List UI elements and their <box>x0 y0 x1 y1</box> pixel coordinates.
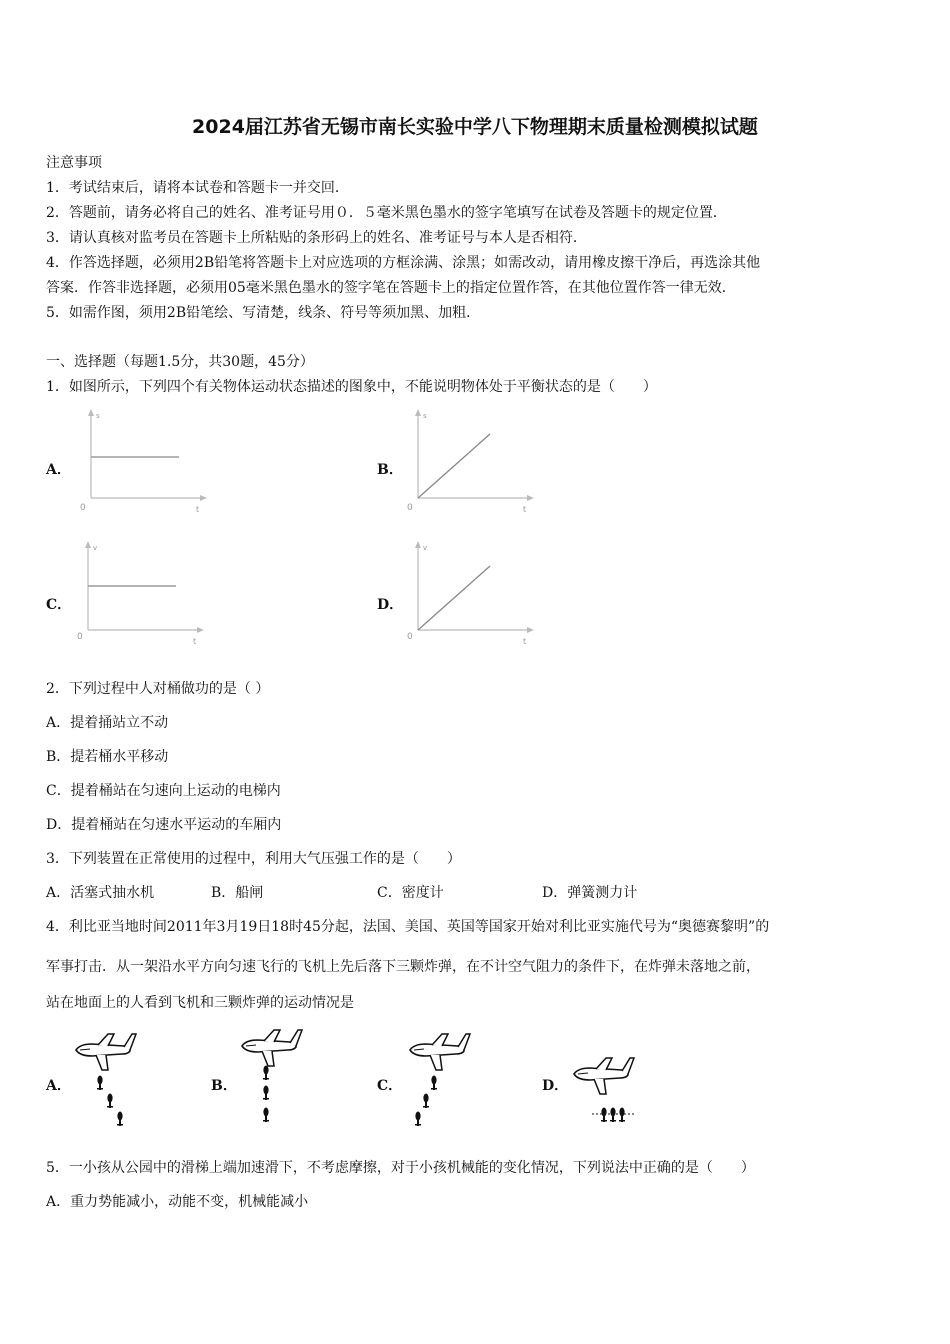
q1-graph-d-x-label: t <box>523 637 527 646</box>
notice-item: 3．请认真核对监考员在答题卡上所粘贴的条形码上的姓名、准考证号与本人是否相符． <box>46 230 587 246</box>
notice-item: 答案．作答非选择题，必须用05毫米黑色墨水的签字笔在答题卡上的指定位置作答，在其他位置作答一律无效． <box>46 280 736 296</box>
question-2-stem: 2．下列过程中人对桶做功的是（ ） <box>46 681 270 697</box>
q1-graph-d <box>402 540 542 650</box>
q4-option-a-label: A． <box>46 1078 71 1094</box>
notice-item: 2．答题前，请务必将自己的姓名、准考证号用０．５毫米黑色墨水的签字笔填写在试卷及答题卡的规定位置． <box>46 205 727 221</box>
bomb-icon <box>263 1066 269 1081</box>
q1-graph-d-origin: 0 <box>407 632 413 642</box>
section-heading: 一、选择题（每题1.5分，共30题，45分） <box>46 354 314 370</box>
q4-option-d-label: D． <box>542 1078 569 1094</box>
notice-item: 4．作答选择题，必须用2B铅笔将答题卡上对应选项的方框涂满、涂黑；如需改动，请用橡皮擦干净后，再选涂其他 <box>46 255 761 271</box>
question-4-line: 4．利比亚当地时间2011年3月19日18时45分起，法国、美国、英国等国家开始对利比亚实施代号为“奥德赛黎明”的 <box>46 919 770 935</box>
q2-option-b: B．提若桶水平移动 <box>46 749 169 765</box>
question-4-line: 军事打击．从一架沿水平方向匀速飞行的飞机上先后落下三颗炸弹，在不计空气阻力的条件下，在炸弹未落地之前， <box>46 959 760 975</box>
q2-option-a: A．提着捅站立不动 <box>46 715 169 731</box>
plane-icon <box>574 1058 634 1094</box>
q1-graph-a <box>75 408 215 518</box>
q2-option-d: D．提着桶站在匀速水平运动的车厢内 <box>46 817 282 833</box>
plane-icon <box>242 1030 302 1066</box>
q4-option-b-label: B． <box>211 1078 237 1094</box>
question-1-stem: 1．如图所示，下列四个有关物体运动状态描述的图象中，不能说明物体处于平衡状态的是（ ） <box>46 379 657 395</box>
notice-item: 1．考试结束后，请将本试卷和答题卡一并交回． <box>46 180 349 196</box>
q1-graph-a-origin: 0 <box>80 503 86 513</box>
q1-graph-b-x-label: t <box>523 505 527 514</box>
q3-option-d: D．弹簧测力计 <box>542 885 638 901</box>
q1-option-b-label: B． <box>377 462 403 478</box>
notice-item: 5．如需作图，须用2B铅笔绘、写清楚，线条、符号等须加黑、加粗． <box>46 305 481 321</box>
question-5-stem: 5．一小孩从公园中的滑梯上端加速滑下，不考虑摩擦，对于小孩机械能的变化情况，下列说法中正确的是（ ） <box>46 1160 755 1176</box>
q1-graph-a-x-label: t <box>196 505 200 514</box>
q1-graph-c-y-label: v <box>93 544 98 552</box>
q3-option-b: B．船闸 <box>211 885 264 901</box>
bomb-icon <box>601 1108 607 1123</box>
q1-graph-c <box>72 540 212 650</box>
q1-graph-c-x-label: t <box>193 637 197 646</box>
q1-option-c-label: C． <box>46 597 72 613</box>
q1-graph-b-origin: 0 <box>407 503 413 513</box>
bomb-icon <box>431 1076 437 1091</box>
bomb-icon <box>107 1094 113 1109</box>
plane-icon <box>76 1034 136 1070</box>
q5-option-a: A．重力势能减小，动能不变，机械能减小 <box>46 1194 309 1210</box>
q1-graph-b-y-label: s <box>423 412 427 420</box>
q3-option-a: A．活塞式抽水机 <box>46 885 155 901</box>
q4-illustration-a <box>68 1022 148 1132</box>
q1-graph-b <box>402 408 542 518</box>
q3-option-c: C．密度计 <box>377 885 444 901</box>
bomb-icon <box>263 1086 269 1101</box>
q4-illustration-d <box>566 1052 646 1132</box>
q1-graph-d-y-label: v <box>423 544 428 552</box>
q2-option-c: C．提着桶站在匀速向上运动的电梯内 <box>46 783 281 799</box>
notice-heading: 注意事项 <box>46 155 102 171</box>
bomb-icon <box>423 1094 429 1109</box>
bomb-icon <box>117 1112 123 1127</box>
bomb-icon <box>619 1108 625 1123</box>
q1-graph-c-origin: 0 <box>77 632 83 642</box>
plane-icon <box>410 1034 470 1070</box>
q4-option-c-label: C． <box>377 1078 403 1094</box>
q1-option-d-label: D． <box>377 597 404 613</box>
bomb-icon <box>97 1076 103 1091</box>
bomb-icon <box>415 1112 421 1127</box>
q4-illustration-c <box>402 1022 482 1132</box>
q4-illustration-b <box>234 1018 314 1128</box>
page-title: 2024届江苏省无锡市南长实验中学八下物理期末质量检测模拟试题 <box>192 116 758 138</box>
q1-graph-a-y-label: s <box>96 412 100 420</box>
q1-option-a-label: A． <box>46 462 71 478</box>
question-4-line: 站在地面上的人看到飞机和三颗炸弹的运动情况是 <box>46 995 354 1011</box>
bomb-icon <box>610 1108 616 1123</box>
question-3-stem: 3．下列装置在正常使用的过程中，利用大气压强工作的是（ ） <box>46 851 461 867</box>
bomb-icon <box>263 1108 269 1123</box>
